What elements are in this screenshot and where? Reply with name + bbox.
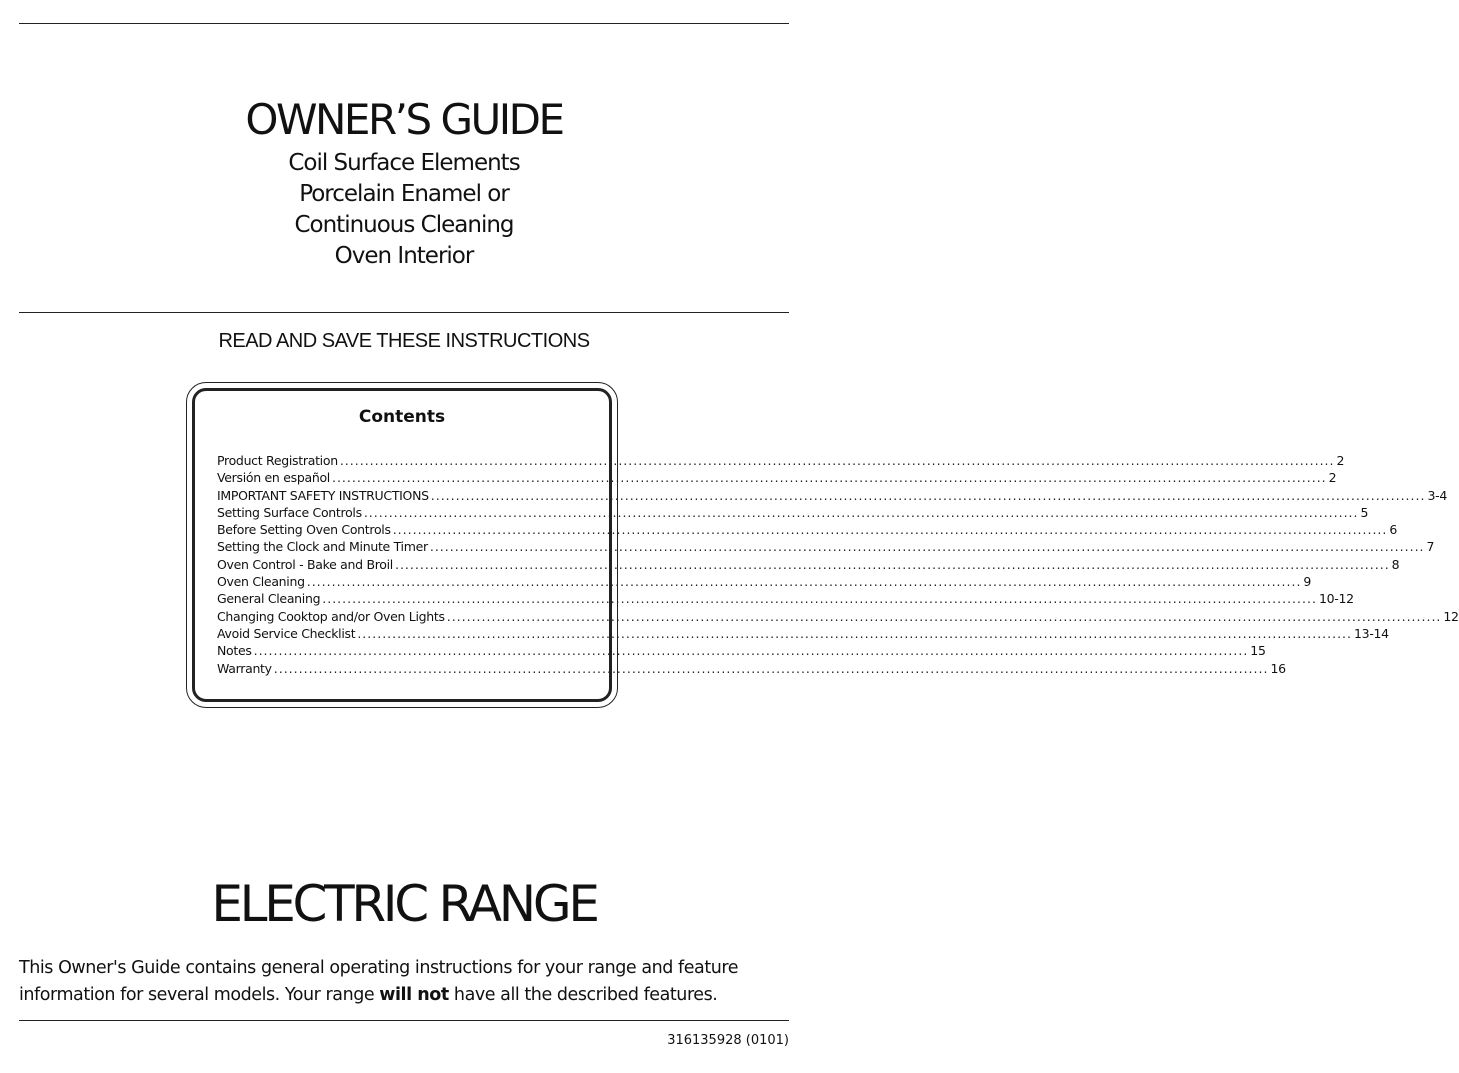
toc-dot-leader: ........................................................................................................................................................................................................ [331, 470, 1327, 486]
toc-entry-page: 12 [1443, 608, 1459, 624]
toc-entry [217, 573, 1312, 590]
toc-entry-title: Product Registration [217, 453, 338, 468]
toc-dot-leader: ........................................................................................................................................................................................................ [357, 625, 1353, 641]
toc-entry-title: Warranty [217, 660, 272, 676]
contents-box [186, 382, 1459, 708]
toc-dot-leader: ........................................................................................................................................................................................................ [306, 574, 1302, 590]
contents-heading: Contents [358, 407, 446, 427]
toc-dot-leader: ........................................................................................................................................................................................................ [446, 608, 1442, 624]
toc-entry-page: 5 [1360, 504, 1369, 520]
subtitle-line: Oven Interior [334, 243, 474, 269]
middle-divider [19, 312, 789, 313]
toc-dot-leader: ........................................................................................................................................................................................................ [429, 539, 1425, 555]
toc-entry [217, 469, 1337, 486]
toc-dot-leader: ........................................................................................................................................................................................................ [322, 591, 1317, 607]
toc-entry-title: Before Setting Oven Controls [217, 522, 391, 538]
toc-entry-page: 15 [1250, 643, 1266, 659]
toc-entry-title: Versión en español [217, 470, 330, 486]
contents-inner-frame [192, 388, 1459, 702]
toc-entry-title: Changing Cooktop and/or Oven Lights [217, 608, 445, 624]
intro-text-end: have all the described features. [448, 985, 718, 1005]
toc-dot-leader: ........................................................................................................................................................................................................ [394, 556, 1390, 572]
toc-entry-title: Notes [217, 643, 252, 659]
top-divider [19, 23, 789, 24]
toc-entry [217, 452, 1345, 469]
toc-entry-title: Avoid Service Checklist [217, 625, 356, 641]
toc-entry [217, 487, 1447, 504]
toc-entry-page: 10-12 [1318, 591, 1354, 607]
toc-entry-page: 8 [1391, 556, 1400, 572]
toc-entry [217, 642, 1266, 659]
subtitle-line: Porcelain Enamel or [299, 181, 509, 207]
guide-subtitle [0, 148, 808, 272]
toc-entry [217, 608, 1459, 625]
subtitle-line: Continuous Cleaning [294, 212, 514, 238]
toc-entry-title: Oven Control - Bake and Broil [217, 556, 393, 572]
intro-emphasis: will not [379, 985, 449, 1005]
intro-paragraph [19, 955, 794, 1009]
toc-entry-page: 2 [1336, 453, 1345, 468]
instruction-banner: READ AND SAVE THESE INSTRUCTIONS [218, 330, 590, 352]
toc-entry-page: 9 [1303, 574, 1312, 590]
toc-entry [217, 504, 1369, 521]
toc-entry-title: IMPORTANT SAFETY INSTRUCTIONS [217, 487, 429, 503]
bottom-divider [19, 1020, 789, 1021]
guide-title: OWNER’S GUIDE [245, 95, 563, 144]
toc-entry-title: Setting Surface Controls [217, 504, 362, 520]
toc-dot-leader: ........................................................................................................................................................................................................ [363, 504, 1359, 520]
toc-entry [217, 590, 1354, 607]
toc-entry [217, 660, 1286, 677]
table-of-contents [217, 452, 1459, 677]
toc-entry [217, 625, 1389, 642]
document-number: 316135928 (0101) [667, 1033, 789, 1048]
subtitle-line: Coil Surface Elements [288, 150, 520, 176]
toc-dot-leader: ........................................................................................................................................................................................................ [273, 660, 1269, 676]
toc-entry-page: 3-4 [1427, 487, 1447, 503]
toc-entry-page: 7 [1426, 539, 1435, 555]
toc-entry [217, 521, 1398, 538]
toc-dot-leader: ........................................................................................................................................................................................................ [339, 453, 1335, 468]
toc-entry-title: Setting the Clock and Minute Timer [217, 539, 428, 555]
product-title: ELECTRIC RANGE [211, 875, 597, 933]
toc-entry [217, 556, 1400, 573]
toc-entry-page: 6 [1389, 522, 1398, 538]
toc-entry-page: 13-14 [1354, 625, 1389, 641]
toc-entry-title: General Cleaning [217, 591, 321, 607]
toc-entry-title: Oven Cleaning [217, 574, 305, 590]
toc-dot-leader: ........................................................................................................................................................................................................ [430, 487, 1426, 503]
toc-dot-leader: ........................................................................................................................................................................................................ [253, 643, 1249, 659]
intro-text: This Owner's Guide contains general operating instructions for your range and feature information for several models. Your range [19, 958, 739, 1005]
toc-entry-page: 16 [1270, 660, 1286, 676]
toc-entry [217, 538, 1435, 555]
toc-dot-leader: ........................................................................................................................................................................................................ [392, 522, 1388, 538]
toc-entry-page: 2 [1328, 470, 1337, 486]
